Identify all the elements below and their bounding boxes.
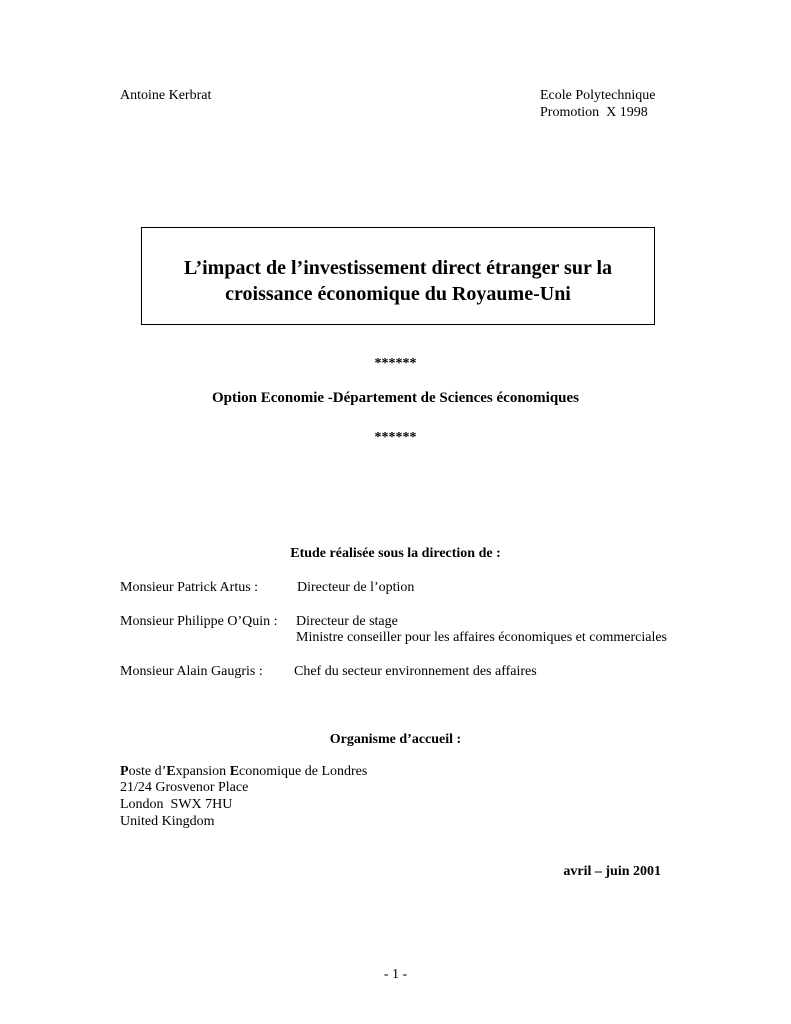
host-org-name	[120, 763, 367, 780]
person-name: Monsieur Philippe O’Quin :	[120, 614, 278, 629]
option-title: Option Economie -Département de Sciences économiques	[211, 390, 580, 406]
org-text: oste d’	[128, 764, 167, 779]
org-text: xpansion	[175, 764, 230, 779]
title-line-2: croissance économique du Royaume-Uni	[225, 283, 571, 305]
address-line: 21/24 Grosvenor Place	[120, 780, 249, 795]
school-name: Ecole Polytechnique	[540, 88, 656, 103]
title-line-1: L’impact de l’investissement direct étranger sur la	[183, 257, 613, 279]
org-initial: P	[120, 764, 129, 779]
org-initial: E	[229, 764, 240, 779]
promotion: Promotion X 1998	[540, 105, 648, 120]
separator-top: ******	[374, 356, 417, 371]
host-heading: Organisme d’accueil :	[329, 732, 462, 747]
person-name: Monsieur Patrick Artus :	[120, 580, 259, 595]
title-box	[141, 227, 655, 325]
address-line: United Kingdom	[120, 814, 215, 829]
person-role: Directeur de stage	[296, 614, 398, 629]
date: avril – juin 2001	[563, 864, 661, 879]
direction-heading: Etude réalisée sous la direction de :	[290, 546, 501, 561]
person-role: Ministre conseiller pour les affaires économiques et commerciales	[296, 630, 667, 645]
address-line: London SWX 7HU	[120, 797, 233, 812]
org-initial: E	[166, 764, 176, 779]
separator-bottom: ******	[374, 430, 417, 445]
org-text: conomique de Londres	[239, 764, 368, 779]
author-name: Antoine Kerbrat	[120, 88, 212, 103]
person-role: Chef du secteur environnement des affaires	[294, 664, 537, 679]
person-role: Directeur de l’option	[297, 580, 415, 595]
person-name: Monsieur Alain Gaugris :	[120, 664, 263, 679]
page-number: - 1 -	[383, 967, 408, 982]
